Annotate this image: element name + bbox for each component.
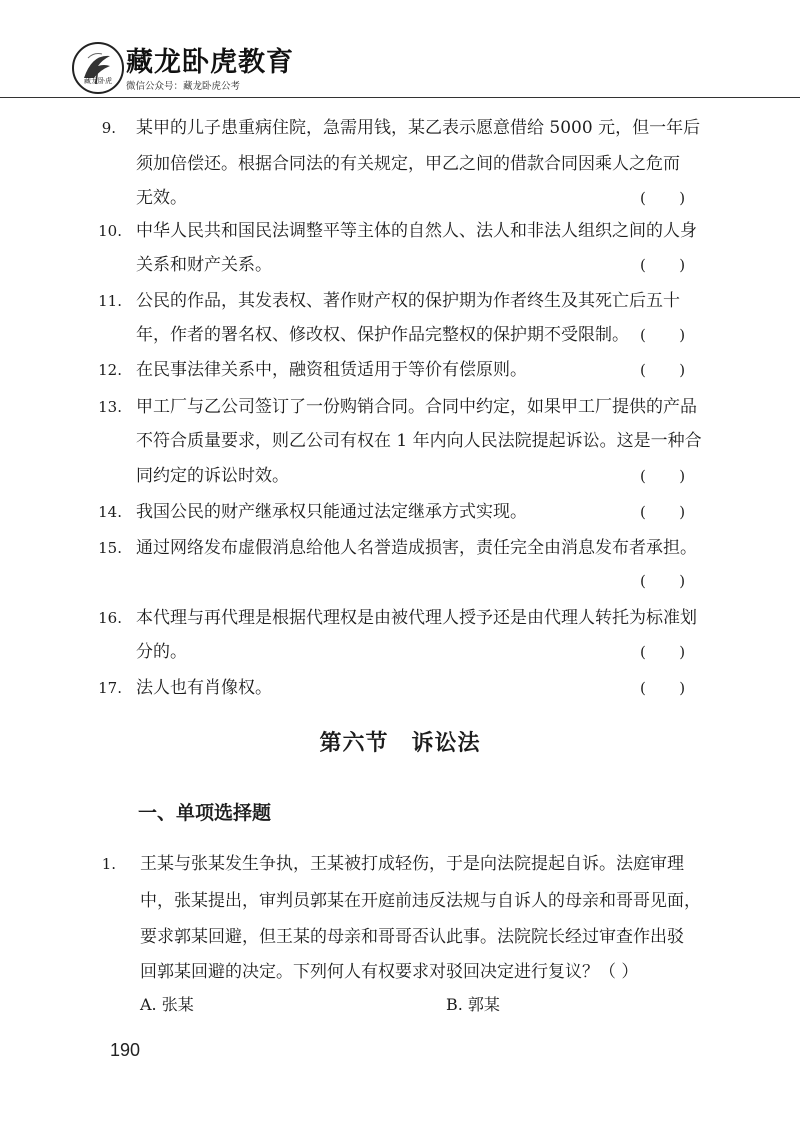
question-number: 16. bbox=[98, 609, 122, 627]
question-text: 回郭某回避的决定。下列何人有权要求对驳回决定进行复议？（ ） bbox=[140, 962, 639, 982]
question-number: 10. bbox=[98, 222, 122, 240]
question-item-line bbox=[0, 423, 800, 459]
page-header bbox=[0, 0, 800, 100]
question-text: 须加倍偿还。根据合同法的有关规定，甲乙之间的借款合同因乘人之危而 bbox=[136, 154, 680, 174]
answer-blank[interactable]: ( ) bbox=[640, 467, 686, 485]
question-text: 分的。 bbox=[136, 642, 187, 662]
answer-blank[interactable]: ( ) bbox=[640, 643, 686, 661]
answer-blank[interactable]: ( ) bbox=[640, 572, 686, 590]
question-number: 12. bbox=[98, 361, 122, 379]
question-item bbox=[0, 352, 800, 388]
mc-question-line bbox=[0, 919, 800, 955]
answer-blank[interactable]: ( ) bbox=[640, 361, 686, 379]
brand-title: 藏龙卧虎教育 bbox=[126, 47, 294, 78]
question-item-line bbox=[0, 634, 800, 670]
page-number: 190 bbox=[110, 1040, 141, 1060]
answer-blank[interactable]: ( ) bbox=[640, 256, 686, 274]
question-text: 公民的作品，其发表权、著作财产权的保护期为作者终生及其死亡后五十 bbox=[136, 291, 680, 311]
question-number: 1. bbox=[101, 855, 116, 873]
question-number: 15. bbox=[98, 539, 122, 557]
question-item-line bbox=[0, 247, 800, 283]
logo-caption: 藏龙卧虎 bbox=[84, 77, 112, 85]
question-text: 不符合质量要求，则乙公司有权在 1 年内向人民法院提起诉讼。这是一种合 bbox=[136, 431, 702, 451]
answer-blank[interactable]: ( ) bbox=[640, 503, 686, 521]
question-text: 中华人民共和国民法调整平等主体的自然人、法人和非法人组织之间的人身 bbox=[136, 221, 697, 241]
question-number: 17. bbox=[98, 679, 122, 697]
question-item bbox=[0, 530, 800, 566]
option-b[interactable]: B. 郭某 bbox=[446, 995, 500, 1014]
question-item-line bbox=[0, 146, 800, 182]
mc-question-line bbox=[0, 883, 800, 919]
question-item-line bbox=[0, 180, 800, 216]
mc-question bbox=[0, 846, 800, 882]
question-text: 甲工厂与乙公司签订了一份购销合同。合同中约定，如果甲工厂提供的产品 bbox=[136, 397, 697, 417]
mc-question-line bbox=[0, 954, 800, 990]
question-number: 9. bbox=[101, 119, 116, 137]
question-text: 同约定的诉讼时效。 bbox=[136, 466, 289, 486]
question-number: 11. bbox=[98, 292, 122, 310]
question-number: 13. bbox=[98, 398, 122, 416]
brand-logo bbox=[72, 42, 124, 94]
option-a[interactable]: A. 张某 bbox=[140, 995, 194, 1014]
question-item bbox=[0, 110, 800, 146]
section-title: 第六节 诉讼法 bbox=[319, 731, 481, 756]
question-text: 无效。 bbox=[136, 188, 187, 208]
header-divider bbox=[0, 97, 800, 98]
question-text: 某甲的儿子患重病住院，急需用钱，某乙表示愿意借给 5000 元，但一年后 bbox=[136, 118, 701, 138]
question-item bbox=[0, 213, 800, 249]
question-item bbox=[0, 670, 800, 706]
question-item-line bbox=[0, 563, 800, 599]
question-item bbox=[0, 600, 800, 636]
question-number: 14. bbox=[98, 503, 122, 521]
question-text: 要求郭某回避，但王某的母亲和哥哥否认此事。法院院长经过审查作出驳 bbox=[140, 927, 684, 947]
question-text: 王某与张某发生争执，王某被打成轻伤，于是向法院提起自诉。法庭审理 bbox=[140, 854, 684, 874]
question-item-line bbox=[0, 458, 800, 494]
question-item bbox=[0, 283, 800, 319]
question-text: 本代理与再代理是根据代理权是由被代理人授予还是由代理人转托为标准划 bbox=[136, 608, 697, 628]
subsection-heading: 一、单项选择题 bbox=[138, 802, 272, 824]
question-text: 通过网络发布虚假消息给他人名誉造成损害，责任完全由消息发布者承担。 bbox=[136, 538, 697, 558]
question-text: 关系和财产关系。 bbox=[136, 255, 272, 275]
question-item bbox=[0, 494, 800, 530]
brand-subtitle: 微信公众号：藏龙卧虎公考 bbox=[126, 81, 241, 92]
question-item-line bbox=[0, 317, 800, 353]
question-text: 法人也有肖像权。 bbox=[136, 678, 272, 698]
question-text: 我国公民的财产继承权只能通过法定继承方式实现。 bbox=[136, 502, 527, 522]
question-text: 中，张某提出，审判员郭某在开庭前违反法规与自诉人的母亲和哥哥见面， bbox=[140, 891, 701, 911]
answer-blank[interactable]: ( ) bbox=[640, 189, 686, 207]
answer-blank[interactable]: ( ) bbox=[640, 679, 686, 697]
question-text: 在民事法律关系中，融资租赁适用于等价有偿原则。 bbox=[136, 360, 527, 380]
answer-blank[interactable]: ( ) bbox=[640, 326, 686, 344]
question-item bbox=[0, 389, 800, 425]
question-text: 年，作者的署名权、修改权、保护作品完整权的保护期不受限制。 bbox=[136, 325, 629, 345]
